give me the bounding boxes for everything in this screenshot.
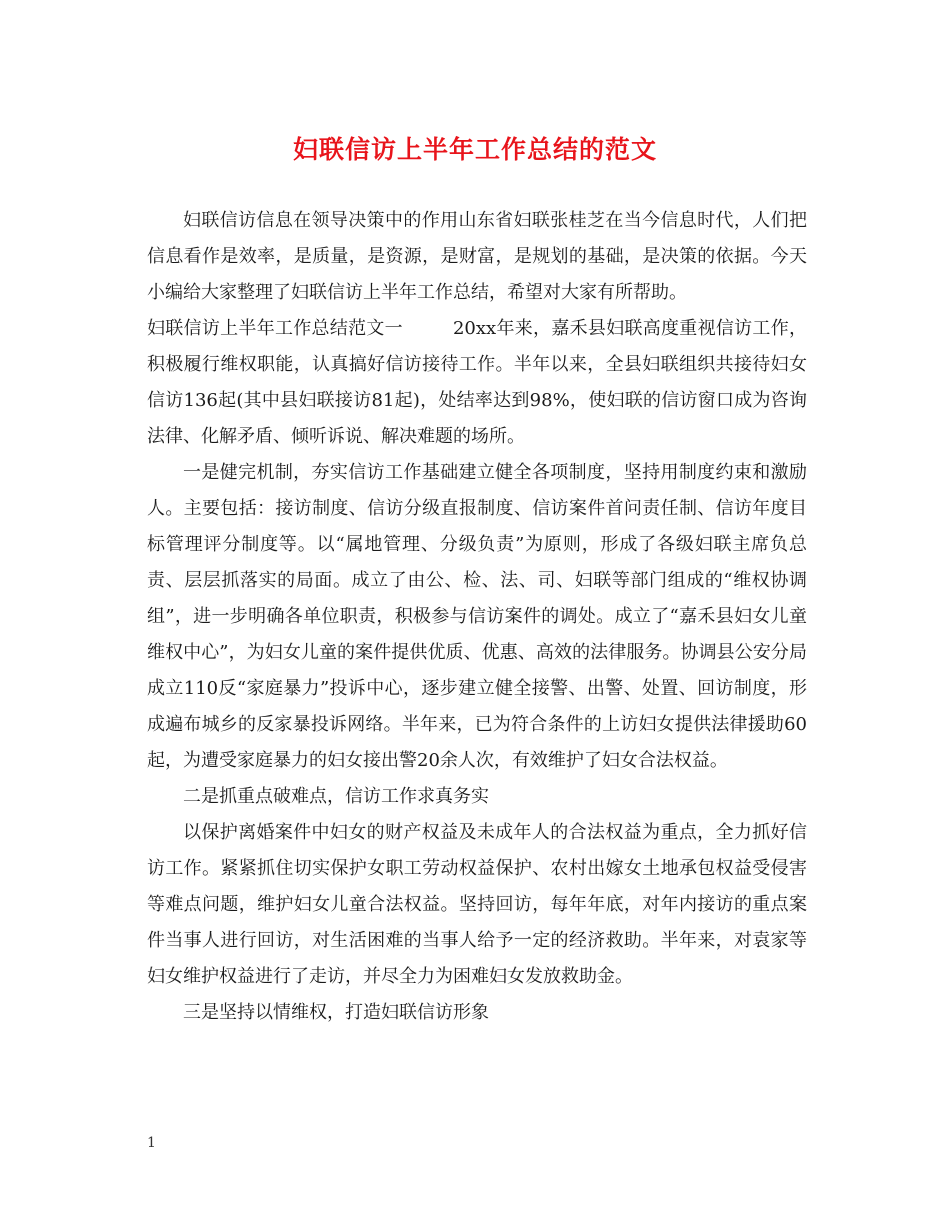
document-title: 妇联信访上半年工作总结的范文 — [292, 135, 657, 164]
section-heading-emotional-rights: 三是坚持以情维权，打造妇联信访形象 — [183, 1002, 489, 1023]
paragraph-mechanism: 一是健完机制，夯实信访工作基础建立健全各项制度，坚持用制度约束和激励人。主要包括：接访制度、信访分级直报制度、信访案件首问责任制、信访年度目标管理评分制度等。以“属地管理、分级负责”为原则，形成了各级妇联主席负总责、层层抓落实的局面。成立了由公、检、法、司、妇联等部门组成的“维权协调组”，进一步明确各单位职责，积极参与信访案件的调处。成立了“嘉禾县妇女儿童维权中心”，为妇女儿童的案件提供优质、优惠、高效的法律服务。协调县公安分局成立110反“家庭暴力”投诉中心，逐步建立健全接警、出警、处置、回访制度，形成遍布城乡的反家暴投诉网络。半年来，已为符合条件的上访妇女提供法律援助60起，为遭受家庭暴力的妇女接出警20余人次，有效维护了妇女合法权益。 — [147, 462, 807, 771]
document-body — [147, 203, 807, 1031]
page-number: 1 — [147, 1135, 156, 1151]
paragraph-key-points: 以保护离婚案件中妇女的财产权益及未成年人的合法权益为重点，全力抓好信访工作。紧紧抓住切实保护女职工劳动权益保护、农村出嫁女土地承包权益受侵害等难点问题，维护妇女儿童合法权益。坚持回访，每年年底，对年内接访的重点案件当事人进行回访，对生活困难的当事人给予一定的经济救助。半年来，对袁家等妇女维护权益进行了走访，并尽全力为困难妇女发放救助金。 — [147, 822, 807, 987]
section-heading-key-points: 二是抓重点破难点，信访工作求真务实 — [183, 786, 489, 807]
paragraph-intro: 妇联信访信息在领导决策中的作用山东省妇联张桂芝在当今信息时代，人们把信息看作是效率，是质量，是资源，是财富，是规划的基础，是决策的依据。今天小编给大家整理了妇联信访上半年工作总结，希望对大家有所帮助。 — [147, 210, 807, 303]
paragraph-overview: 20xx年来，嘉禾县妇联高度重视信访工作，积极履行维权职能，认真搞好信访接待工作。半年以来，全县妇联组织共接待妇女信访136起(其中县妇联接访81起)，处结率达到98%，使妇联的信访窗口成为咨询法律、化解矛盾、倾听诉说、解决难题的场所。 — [147, 318, 807, 447]
paragraph-sample-one — [147, 311, 807, 455]
section-heading-sample-one: 妇联信访上半年工作总结范文一 — [147, 318, 403, 339]
